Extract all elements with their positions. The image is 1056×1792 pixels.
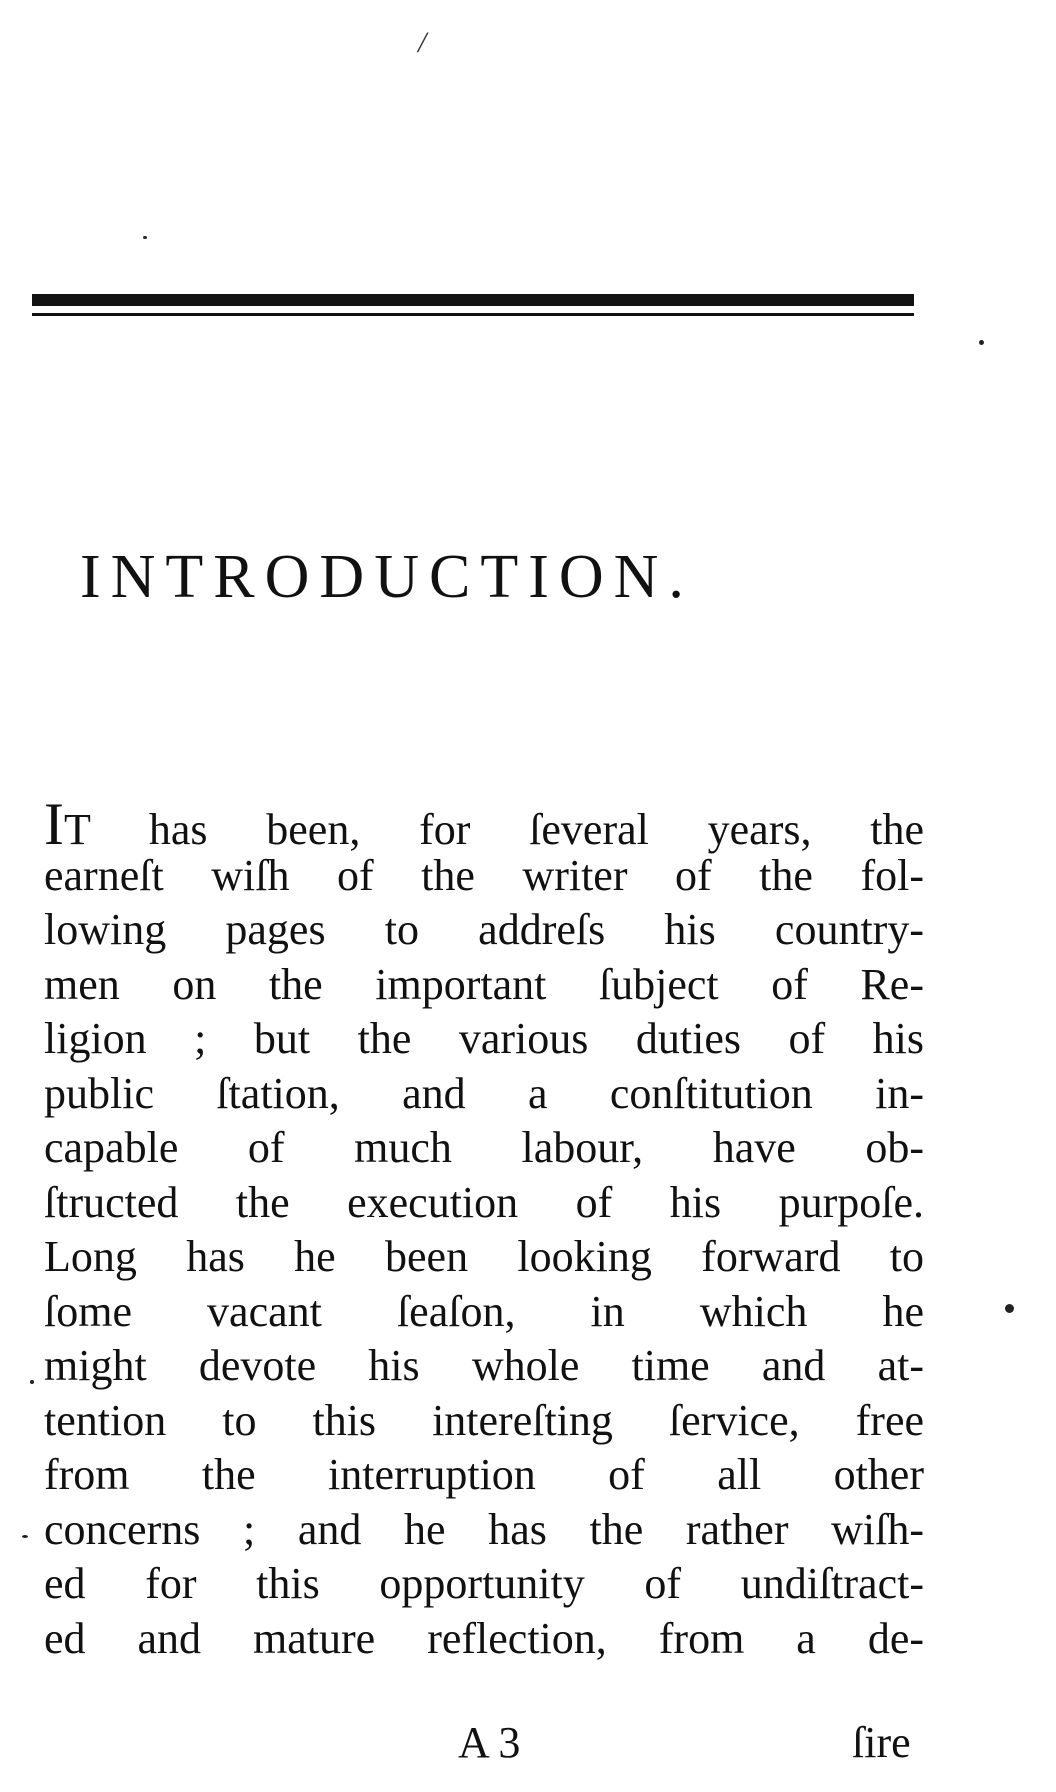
text-line: ſtructed the execution of his purpoſe.	[44, 1177, 924, 1227]
text-line: capable of much labour, have ob-	[44, 1123, 924, 1172]
ink-speck	[22, 1535, 28, 1538]
text-line: tention to this intereſting ſervice, free	[44, 1395, 924, 1445]
text-line: lowing pages to addreſs his country-	[44, 905, 924, 954]
body-text	[44, 791, 924, 1666]
ink-speck	[1005, 1304, 1014, 1313]
first-line-text: T has been, for ſeveral years, the	[63, 805, 924, 854]
chapter-heading: INTRODUCTION.	[80, 543, 694, 611]
ink-speck	[979, 340, 984, 345]
text-line: earneſt wiſh of the writer of the fol-	[44, 850, 924, 900]
text-line: ſome vacant ſeaſon, in which he	[44, 1286, 924, 1336]
text-line: ligion ; but the various duties of his	[44, 1014, 924, 1063]
text-line: public ſtation, and a conſtitution in-	[44, 1068, 924, 1118]
ink-speck	[30, 1380, 34, 1384]
catchword: ſire	[852, 1718, 911, 1767]
drop-cap: I	[44, 791, 64, 857]
text-line: ed and mature reflection, from a de-	[44, 1613, 924, 1663]
text-line: might devote his whole time and at-	[44, 1341, 924, 1390]
header-rule-thick	[32, 294, 914, 306]
text-line	[44, 791, 924, 857]
header-rule-thin	[32, 313, 914, 316]
signature-mark: A 3	[458, 1718, 521, 1767]
ink-speck	[143, 236, 147, 239]
text-line: concerns ; and he has the rather wiſh-	[44, 1504, 924, 1554]
text-line: from the interruption of all other	[44, 1450, 924, 1499]
text-line: men on the important ſubject of Re-	[44, 959, 924, 1009]
stray-ink-mark: /	[418, 26, 427, 59]
text-line: Long has he been looking forward to	[44, 1232, 924, 1281]
page-footer	[0, 1713, 1056, 1773]
text-line: ed for this opportunity of undiſtract-	[44, 1559, 924, 1608]
